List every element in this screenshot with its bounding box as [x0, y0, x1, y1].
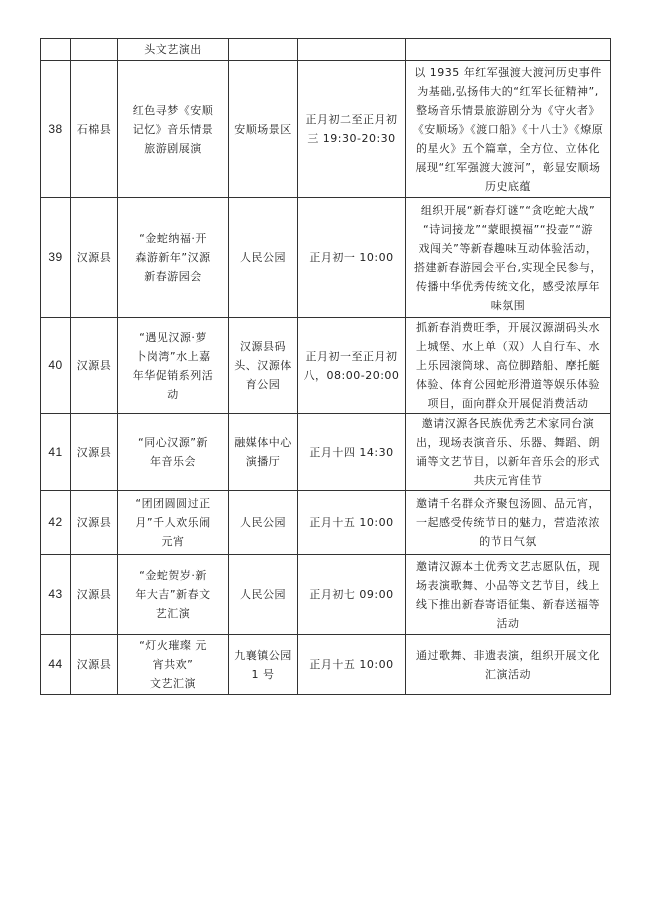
cell-county: 汉源县 — [71, 198, 118, 318]
cell-no: 43 — [41, 555, 71, 635]
cell-time: 正月十五 10:00 — [298, 635, 406, 695]
table-row — [41, 61, 611, 198]
cell-time: 正月初一 10:00 — [298, 198, 406, 318]
table-row — [41, 555, 611, 635]
cell-location: 人民公园 — [229, 198, 298, 318]
cell-activity: 头文艺演出 — [118, 39, 229, 61]
cell-content — [406, 39, 611, 61]
cell-county: 汉源县 — [71, 318, 118, 414]
cell-time: 正月十五 10:00 — [298, 491, 406, 555]
cell-location: 九襄镇公园 1 号 — [229, 635, 298, 695]
cell-activity: “金蛇纳福·开 森游新年”汉源 新春游园会 — [118, 198, 229, 318]
cell-no: 39 — [41, 198, 71, 318]
cell-county — [71, 39, 118, 61]
cell-activity: “灯火璀璨 元 宵共欢” 文艺汇演 — [118, 635, 229, 695]
cell-activity: 红色寻梦《安顺 记忆》音乐情景 旅游剧展演 — [118, 61, 229, 198]
table-row — [41, 491, 611, 555]
table-row — [41, 198, 611, 318]
cell-no — [41, 39, 71, 61]
cell-activity: “团团圆圆过正 月”千人欢乐闹 元宵 — [118, 491, 229, 555]
table-row — [41, 635, 611, 695]
cell-county: 汉源县 — [71, 635, 118, 695]
cell-content: 组织开展“新春灯谜”“贪吃蛇大战” “诗词接龙”“蒙眼摸福”“投壶”“游 戏闯关”等新春趣味互动体验活动， 搭建新春游园会平台,实现全民参与， 传播中华优秀传统文化，感受浓厚年 味氛围 — [406, 198, 611, 318]
cell-no: 41 — [41, 414, 71, 491]
cell-content: 邀请千名群众齐聚包汤圆、品元宵， 一起感受传统节日的魅力，营造浓浓 的节日气氛 — [406, 491, 611, 555]
cell-content: 邀请汉源本土优秀文艺志愿队伍，现 场表演歌舞、小品等文艺节目，线上 线下推出新春寄语征集、新春送福等 活动 — [406, 555, 611, 635]
cell-location: 融媒体中心 演播厅 — [229, 414, 298, 491]
cell-county: 石棉县 — [71, 61, 118, 198]
cell-time — [298, 39, 406, 61]
cell-time: 正月十四 14:30 — [298, 414, 406, 491]
cell-county: 汉源县 — [71, 555, 118, 635]
cell-content: 以 1935 年红军强渡大渡河历史事件 为基础,弘扬伟大的“红军长征精神”, 整场音乐情景旅游剧分为《守火者》 《安顺场》《渡口船》《十八士》《燎原 的星火》五个篇章，全方位、立体化 展现“红军强渡大渡河”，彰显安顺场 历史底蕴 — [406, 61, 611, 198]
table-row — [41, 414, 611, 491]
cell-activity: “同心汉源”新 年音乐会 — [118, 414, 229, 491]
cell-no: 42 — [41, 491, 71, 555]
cell-activity: “遇见汉源·萝 卜岗湾”水上嘉 年华促销系列活 动 — [118, 318, 229, 414]
cell-content: 通过歌舞、非遗表演，组织开展文化 汇演活动 — [406, 635, 611, 695]
cell-activity: “金蛇贺岁·新 年大吉”新春文 艺汇演 — [118, 555, 229, 635]
cell-time: 正月初二至正月初 三 19:30-20:30 — [298, 61, 406, 198]
cell-no: 44 — [41, 635, 71, 695]
cell-location: 人民公园 — [229, 491, 298, 555]
cell-county: 汉源县 — [71, 414, 118, 491]
cell-location — [229, 39, 298, 61]
table-row — [41, 39, 611, 61]
cell-location: 人民公园 — [229, 555, 298, 635]
activity-table — [40, 38, 611, 695]
table-row — [41, 318, 611, 414]
cell-county: 汉源县 — [71, 491, 118, 555]
cell-content: 邀请汉源各民族优秀艺术家同台演 出，现场表演音乐、乐器、舞蹈、朗 诵等文艺节目，以新年音乐会的形式 共庆元宵佳节 — [406, 414, 611, 491]
cell-no: 40 — [41, 318, 71, 414]
cell-time: 正月初七 09:00 — [298, 555, 406, 635]
cell-content: 抓新春消费旺季，开展汉源湖码头水 上城堡、水上单（双）人自行车、水 上乐园滚筒球、高位脚踏船、摩托艇 体验、体育公园蛇形滑道等娱乐体验 项目，面向群众开展促消费活动 — [406, 318, 611, 414]
cell-time: 正月初一至正月初 八，08:00-20:00 — [298, 318, 406, 414]
cell-location: 汉源县码 头、汉源体 育公园 — [229, 318, 298, 414]
cell-location: 安顺场景区 — [229, 61, 298, 198]
cell-no: 38 — [41, 61, 71, 198]
